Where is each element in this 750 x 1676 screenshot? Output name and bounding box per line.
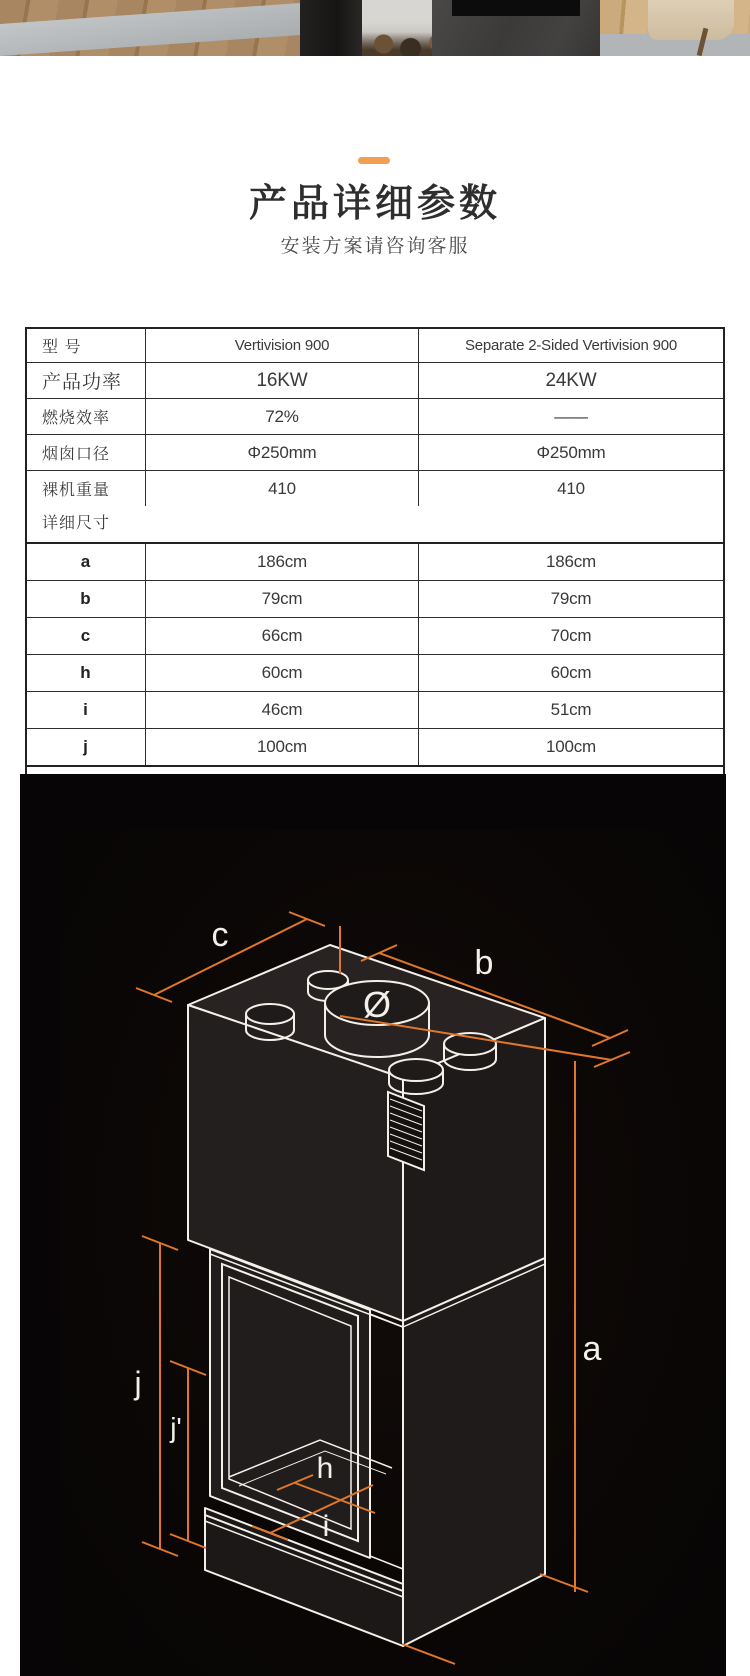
label-i: i — [322, 1510, 330, 1543]
photo-fireplace-pillar — [300, 0, 362, 56]
efficiency-value-1: 72% — [145, 399, 418, 434]
power-value-1: 16KW — [145, 363, 418, 398]
row-label: 产品功率 — [42, 372, 123, 393]
efficiency-value-2: —— — [418, 399, 723, 434]
model-name-2sided: Separate 2-Sided Vertivision 900 — [418, 329, 723, 362]
dim-a-value-2: 186cm — [418, 544, 723, 580]
dimension-line-a — [540, 1061, 588, 1592]
dim-b-value-2: 79cm — [418, 581, 723, 617]
table-row-model — [27, 329, 723, 362]
row-label: 燃烧效率 — [42, 410, 111, 427]
table-row-flue-diameter — [27, 434, 723, 470]
dim-letter: i — [83, 700, 89, 719]
table-row-dim-h — [27, 654, 723, 691]
product-photo-strip — [0, 0, 750, 56]
row-label: 裸机重量 — [42, 482, 111, 499]
dim-letter: h — [80, 663, 92, 682]
dim-j-value-1: 100cm — [145, 729, 418, 765]
table-row-dim-a — [27, 542, 723, 580]
table-row-dim-j — [27, 728, 723, 765]
fireplace-dimension-diagram — [20, 774, 726, 1676]
label-b: b — [474, 944, 494, 982]
dimension-line-j-prime — [170, 1361, 206, 1548]
dim-i-value-1: 46cm — [145, 692, 418, 728]
section-title: 产品详细参数 — [248, 183, 501, 225]
model-name-single: Vertivision 900 — [145, 329, 418, 362]
dim-a-value-1: 186cm — [145, 544, 418, 580]
section-accent-dash — [358, 157, 390, 164]
dim-letter: a — [80, 552, 92, 571]
power-value-2: 24KW — [418, 363, 723, 398]
label-j-prime: j' — [170, 1412, 182, 1443]
dim-c-value-2: 70cm — [418, 618, 723, 654]
flue-value-2: Φ250mm — [418, 435, 723, 470]
spec-table — [25, 327, 725, 789]
label-j: j — [134, 1365, 142, 1401]
dim-letter: b — [80, 589, 92, 608]
table-row-power — [27, 362, 723, 398]
table-row-dimensions-header: 详细尺寸 — [42, 515, 111, 532]
dim-letter: c — [80, 626, 92, 645]
table-row-dim-b — [27, 580, 723, 617]
dim-c-value-1: 66cm — [145, 618, 418, 654]
row-label: 型 号 — [42, 339, 82, 356]
photo-firebox-slot — [452, 0, 580, 16]
table-row-dim-c — [27, 617, 723, 654]
label-a: a — [582, 1330, 602, 1368]
label-c: c — [211, 916, 229, 954]
dimension-diagram-panel — [20, 774, 726, 1676]
weight-value-2: 410 — [418, 471, 723, 506]
dim-b-value-1: 79cm — [145, 581, 418, 617]
table-row-weight — [27, 470, 723, 506]
dim-h-value-2: 60cm — [418, 655, 723, 691]
dim-letter: j — [83, 737, 89, 756]
dim-h-value-1: 60cm — [145, 655, 418, 691]
flue-value-1: Φ250mm — [145, 435, 418, 470]
section-subtitle: 安装方案请咨询客服 — [280, 236, 470, 257]
dim-j-value-2: 100cm — [418, 729, 723, 765]
label-diameter: Ø — [362, 984, 392, 1025]
photo-chair — [648, 0, 734, 40]
table-row-efficiency — [27, 398, 723, 434]
row-label: 烟囱口径 — [42, 446, 111, 463]
table-row-dim-i — [27, 691, 723, 728]
vent-grille — [388, 1092, 424, 1170]
dim-i-value-2: 51cm — [418, 692, 723, 728]
weight-value-1: 410 — [145, 471, 418, 506]
label-h: h — [316, 1452, 334, 1485]
base-corner-tick — [402, 1644, 455, 1664]
dimension-line-j — [142, 1236, 178, 1556]
